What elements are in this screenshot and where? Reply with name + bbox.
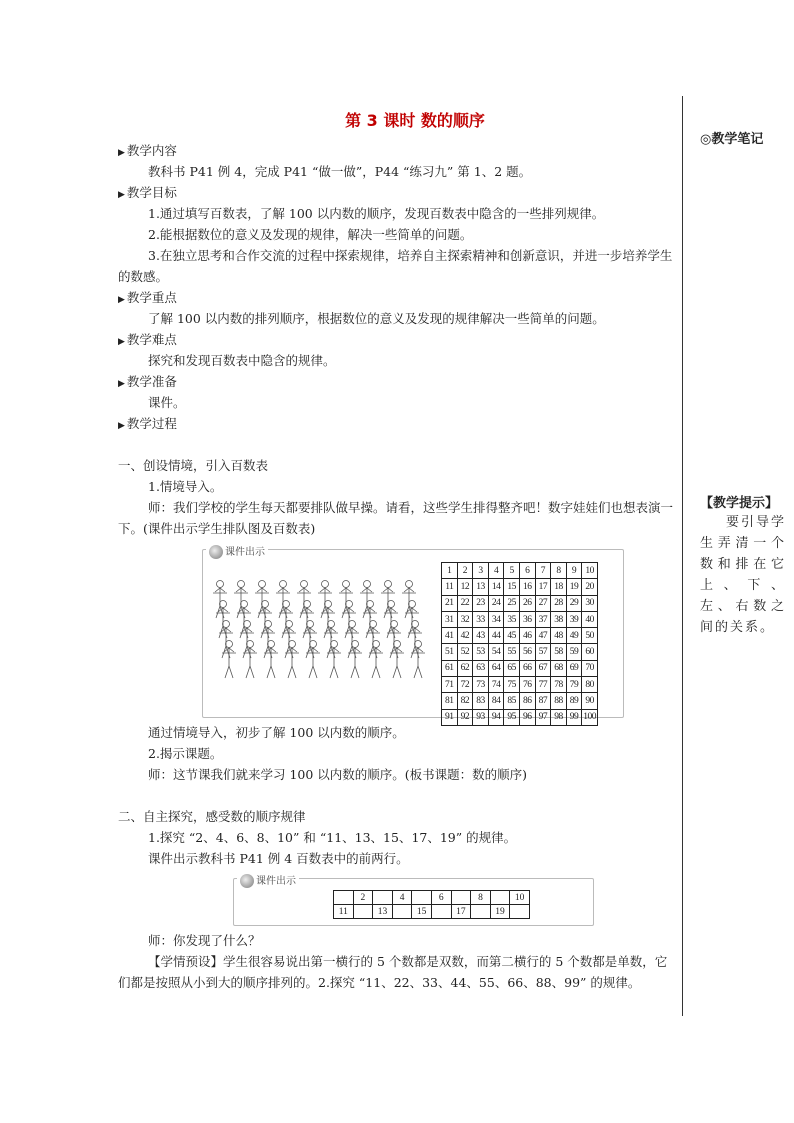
triangle-bullet-icon: ▶	[118, 148, 125, 158]
hundred-chart-cell: 52	[457, 644, 473, 660]
partial-chart-cell	[431, 905, 451, 919]
student-figure-head	[352, 641, 359, 648]
partial-chart-cell: 15	[412, 905, 432, 919]
hundred-chart-cell: 37	[535, 611, 551, 627]
partial-chart-cell: 17	[451, 905, 471, 919]
student-figure-head	[412, 621, 419, 628]
partial-chart-cell	[373, 891, 393, 905]
triangle-bullet-icon: ▶	[118, 190, 125, 200]
section-heading-process: ▶ 教学过程	[118, 416, 177, 431]
hundred-chart-cell: 76	[519, 677, 535, 693]
part1-step2: 2.揭示课题。	[148, 746, 223, 761]
student-figure-head	[373, 641, 380, 648]
student-figure-head	[220, 601, 227, 608]
partial-chart-cell	[451, 891, 471, 905]
hundred-chart-cell: 84	[488, 693, 504, 709]
hundred-chart-cell: 26	[519, 595, 535, 611]
teaching-notes-title: ◎教学笔记	[700, 132, 764, 147]
hundred-chart-cell: 2	[457, 563, 473, 579]
hundred-chart-cell: 96	[519, 709, 535, 725]
hundred-chart-cell: 85	[504, 693, 520, 709]
courseware-badge-icon	[209, 545, 223, 559]
section-heading-key: ▶ 教学重点	[118, 290, 177, 305]
hundred-chart-cell: 7	[535, 563, 551, 579]
partial-chart-cell	[392, 905, 412, 919]
hundred-chart-cell: 42	[457, 628, 473, 644]
hundred-chart-cell: 40	[582, 611, 598, 627]
section-heading-prep: ▶ 教学准备	[118, 374, 177, 389]
hundred-chart-cell: 43	[473, 628, 489, 644]
hundred-chart-cell: 10	[582, 563, 598, 579]
partial-chart-row	[334, 905, 530, 919]
student-figure-head	[241, 601, 248, 608]
student-figure-head	[364, 581, 371, 588]
student-figure-head	[268, 641, 275, 648]
hundred-chart-cell: 25	[504, 595, 520, 611]
hundred-chart-cell: 50	[582, 628, 598, 644]
hundred-chart-cell: 44	[488, 628, 504, 644]
hundred-chart-cell: 57	[535, 644, 551, 660]
hundred-chart-row	[442, 709, 598, 725]
hundred-chart-cell: 13	[473, 579, 489, 595]
student-figure-head	[259, 581, 266, 588]
hundred-chart-row	[442, 563, 598, 579]
hundred-chart-cell: 93	[473, 709, 489, 725]
hundred-chart-cell: 47	[535, 628, 551, 644]
section-heading-difficulty: ▶ 教学难点	[118, 332, 177, 347]
hundred-chart-cell: 82	[457, 693, 473, 709]
hundred-chart-row	[442, 677, 598, 693]
hundred-chart-cell: 4	[488, 563, 504, 579]
section-heading-goals: ▶ 教学目标	[118, 185, 177, 200]
hundred-chart-cell: 41	[442, 628, 458, 644]
student-figure-head	[226, 641, 233, 648]
hundred-chart-cell: 8	[551, 563, 567, 579]
hundred-chart-row	[442, 693, 598, 709]
hundred-chart-cell: 16	[519, 579, 535, 595]
courseware-label-1: 课件出示	[206, 543, 268, 559]
hundred-chart-cell: 51	[442, 644, 458, 660]
student-figure-head	[367, 601, 374, 608]
student-figure-head	[325, 601, 332, 608]
partial-chart-cell: 11	[334, 905, 354, 919]
hundred-chart-cell: 39	[566, 611, 582, 627]
hundred-chart-cell: 67	[535, 660, 551, 676]
part1-heading: 一、创设情境，引入百数表	[118, 458, 269, 473]
hundred-chart-cell: 19	[566, 579, 582, 595]
hundred-chart-cell: 1	[442, 563, 458, 579]
hundred-chart-cell: 74	[488, 677, 504, 693]
hundred-chart-cell: 15	[504, 579, 520, 595]
student-figure-head	[283, 601, 290, 608]
hundred-chart-cell: 100	[582, 709, 598, 725]
part2-question: 师：你发现了什么？	[148, 933, 261, 948]
triangle-bullet-icon: ▶	[118, 379, 125, 389]
hundred-chart-cell: 68	[551, 660, 567, 676]
hundred-chart-cell: 18	[551, 579, 567, 595]
partial-chart-cell: 4	[392, 891, 412, 905]
hundred-chart-cell: 79	[566, 677, 582, 693]
student-figure-head	[409, 601, 416, 608]
hundred-chart-cell: 23	[473, 595, 489, 611]
hundred-chart-cell: 86	[519, 693, 535, 709]
hundred-chart-cell: 89	[566, 693, 582, 709]
hundred-chart-cell: 3	[473, 563, 489, 579]
hundred-chart-cell: 58	[551, 644, 567, 660]
student-figure-head	[394, 641, 401, 648]
hundred-chart-cell: 46	[519, 628, 535, 644]
partial-chart-cell: 6	[431, 891, 451, 905]
hundred-chart-cell: 22	[457, 595, 473, 611]
student-figure-head	[322, 581, 329, 588]
hundred-chart-cell: 29	[566, 595, 582, 611]
teaching-hint-heading: 【教学提示】	[700, 496, 779, 511]
student-figure-head	[238, 581, 245, 588]
hundred-chart-cell: 48	[551, 628, 567, 644]
hundred-chart-cell: 5	[504, 563, 520, 579]
hundred-chart-cell: 97	[535, 709, 551, 725]
part1-summary: 通过情境导入，初步了解 100 以内数的顺序。	[148, 725, 405, 740]
student-figure-head	[223, 621, 230, 628]
partial-chart-cell	[490, 891, 510, 905]
hundred-chart-row	[442, 660, 598, 676]
hundred-chart-cell: 20	[582, 579, 598, 595]
prep-text: 课件。	[148, 395, 186, 410]
key-text: 了解 100 以内数的排列顺序，根据数位的意义及发现的规律解决一些简单的问题。	[148, 311, 605, 326]
hundred-chart-cell: 17	[535, 579, 551, 595]
partial-chart-cell	[334, 891, 354, 905]
hundred-chart-cell: 77	[535, 677, 551, 693]
hundred-chart-cell: 6	[519, 563, 535, 579]
hundred-chart-cell: 66	[519, 660, 535, 676]
student-figure-head	[328, 621, 335, 628]
goal-1: 1.通过填写百数表，了解 100 以内数的顺序，发现百数表中隐含的一些排列规律。	[148, 206, 605, 221]
student-figure-head	[343, 581, 350, 588]
hundred-chart-cell: 73	[473, 677, 489, 693]
partial-chart-cell: 19	[490, 905, 510, 919]
hundred-chart-cell: 45	[504, 628, 520, 644]
hundred-chart-cell: 14	[488, 579, 504, 595]
hundred-chart-cell: 88	[551, 693, 567, 709]
hundred-chart-cell: 30	[582, 595, 598, 611]
student-figure-head	[385, 581, 392, 588]
hundred-chart-cell: 98	[551, 709, 567, 725]
hundred-chart-cell: 21	[442, 595, 458, 611]
hundred-chart-cell: 9	[566, 563, 582, 579]
hundred-chart	[441, 562, 598, 726]
hundred-chart-cell: 64	[488, 660, 504, 676]
margin-divider	[682, 96, 683, 1016]
student-figure-head	[289, 641, 296, 648]
part2-step1-note: 课件出示教科书 P41 例 4 百数表中的前两行。	[148, 851, 409, 866]
hundred-chart-row	[442, 644, 598, 660]
student-figure-head	[388, 601, 395, 608]
courseware-badge-icon	[240, 874, 254, 888]
student-figure-head	[406, 581, 413, 588]
partial-chart-cell	[471, 905, 491, 919]
hundred-chart-cell: 72	[457, 677, 473, 693]
hundred-chart-cell: 59	[566, 644, 582, 660]
content-text: 教科书 P41 例 4，完成 P41 “做一做”，P44 “练习九” 第 1、2 题。	[148, 164, 532, 179]
hundred-chart-cell: 27	[535, 595, 551, 611]
hundred-chart-cell: 63	[473, 660, 489, 676]
student-figure-head	[346, 601, 353, 608]
student-figure-head	[310, 641, 317, 648]
hundred-chart-cell: 60	[582, 644, 598, 660]
hundred-chart-cell: 99	[566, 709, 582, 725]
hundred-chart-cell: 49	[566, 628, 582, 644]
triangle-bullet-icon: ▶	[118, 295, 125, 305]
hundred-chart-cell: 62	[457, 660, 473, 676]
part1-teacher-text: 师：我们学校的学生每天都要排队做早操。请看，这些学生排得整齐吧！数字娃娃们也想表演一下。(课件出示学生排队图及百数表)	[118, 500, 674, 536]
courseware-label-2: 课件出示	[237, 872, 299, 888]
part1-teacher-text-2: 师：这节课我们就来学习 100 以内数的顺序。(板书课题：数的顺序)	[148, 767, 528, 782]
student-figure-head	[415, 641, 422, 648]
partial-chart-row	[334, 891, 530, 905]
student-figure-head	[262, 601, 269, 608]
partial-chart-cell: 8	[471, 891, 491, 905]
hundred-chart-row	[442, 611, 598, 627]
goal-2: 2.能根据数位的意义及发现的规律，解决一些简单的问题。	[148, 227, 473, 242]
student-figure-head	[391, 621, 398, 628]
partial-chart-cell	[510, 905, 530, 919]
hundred-chart-cell: 80	[582, 677, 598, 693]
hundred-chart-row	[442, 595, 598, 611]
hundred-chart-cell: 71	[442, 677, 458, 693]
student-figure-head	[304, 601, 311, 608]
student-figure-head	[301, 581, 308, 588]
hundred-chart-cell: 70	[582, 660, 598, 676]
page-title: 第 3 课时 数的顺序	[345, 111, 485, 130]
hundred-chart-cell: 36	[519, 611, 535, 627]
hundred-chart-first-two-rows	[333, 890, 530, 919]
hundred-chart-cell: 34	[488, 611, 504, 627]
partial-chart-cell: 10	[510, 891, 530, 905]
hundred-chart-cell: 56	[519, 644, 535, 660]
hundred-chart-cell: 38	[551, 611, 567, 627]
hundred-chart-cell: 61	[442, 660, 458, 676]
hundred-chart-cell: 78	[551, 677, 567, 693]
hundred-chart-cell: 87	[535, 693, 551, 709]
hundred-chart-cell: 35	[504, 611, 520, 627]
hundred-chart-cell: 32	[457, 611, 473, 627]
triangle-bullet-icon: ▶	[118, 337, 125, 347]
hundred-chart-cell: 28	[551, 595, 567, 611]
student-figure-head	[331, 641, 338, 648]
part2-heading: 二、自主探究，感受数的顺序规律	[118, 809, 306, 824]
hundred-chart-cell: 94	[488, 709, 504, 725]
hundred-chart-cell: 69	[566, 660, 582, 676]
student-figure-head	[307, 621, 314, 628]
part2-preset: 【学情预设】学生很容易说出第一横行的 5 个数都是双数，而第二横行的 5 个数都是单数，它们都是按照从小到大的顺序排列的。2.探究 “11、22、33、44、55、66、88、99” 的规律。	[118, 954, 668, 990]
hundred-chart-cell: 65	[504, 660, 520, 676]
hundred-chart-row	[442, 628, 598, 644]
hundred-chart-cell: 91	[442, 709, 458, 725]
difficulty-text: 探究和发现百数表中隐含的规律。	[148, 353, 336, 368]
hundred-chart-cell: 83	[473, 693, 489, 709]
student-figure-head	[349, 621, 356, 628]
partial-chart-cell: 2	[353, 891, 373, 905]
goal-3: 3.在独立思考和合作交流的过程中探索规律，培养自主探索精神和创新意识，并进一步培养学生的数感。	[118, 248, 673, 284]
hundred-chart-row	[442, 579, 598, 595]
hundred-chart-cell: 54	[488, 644, 504, 660]
student-figure-head	[286, 621, 293, 628]
hundred-chart-cell: 12	[457, 579, 473, 595]
hundred-chart-cell: 31	[442, 611, 458, 627]
partial-chart-cell	[353, 905, 373, 919]
hundred-chart-cell: 33	[473, 611, 489, 627]
hundred-chart-cell: 53	[473, 644, 489, 660]
part1-step1: 1.情境导入。	[148, 479, 223, 494]
hundred-chart-cell: 95	[504, 709, 520, 725]
student-figure-head	[370, 621, 377, 628]
partial-chart-cell	[412, 891, 432, 905]
hundred-chart-cell: 90	[582, 693, 598, 709]
part2-step1: 1.探究 “2、4、6、8、10” 和 “11、13、15、17、19” 的规律。	[148, 830, 517, 845]
student-figure-head	[265, 621, 272, 628]
hundred-chart-cell: 92	[457, 709, 473, 725]
students-lineup-illustration	[206, 572, 431, 692]
teaching-hint-text: 要引导学生弄清一个数和排在它上、下、左、右数之间的关系。	[700, 515, 787, 635]
section-heading-content: ▶ 教学内容	[118, 143, 177, 158]
student-figure-head	[244, 621, 251, 628]
student-figure-head	[247, 641, 254, 648]
triangle-bullet-icon: ▶	[118, 421, 125, 431]
partial-chart-cell: 13	[373, 905, 393, 919]
hundred-chart-cell: 11	[442, 579, 458, 595]
student-figure-head	[217, 581, 224, 588]
hundred-chart-cell: 75	[504, 677, 520, 693]
student-figure-head	[280, 581, 287, 588]
hundred-chart-cell: 24	[488, 595, 504, 611]
hundred-chart-cell: 55	[504, 644, 520, 660]
hundred-chart-cell: 81	[442, 693, 458, 709]
